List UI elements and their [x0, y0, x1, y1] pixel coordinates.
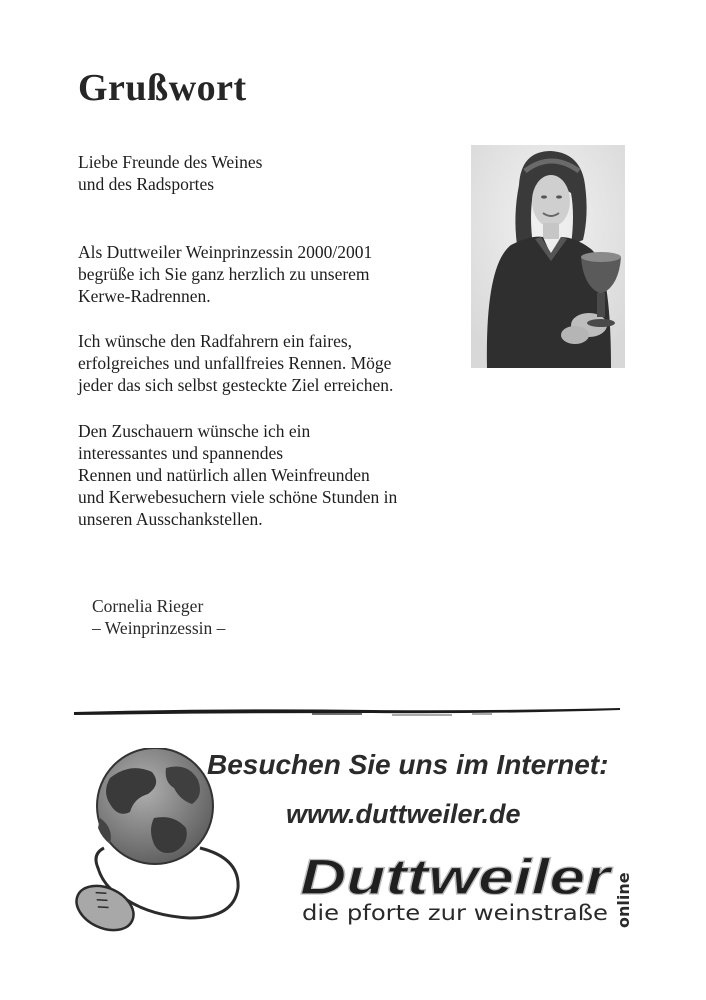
page-title: Grußwort	[78, 67, 247, 109]
website-url[interactable]: www.duttweiler.de	[286, 799, 521, 829]
salutation	[78, 151, 468, 195]
text-line: interessantes und spannendes	[78, 443, 284, 463]
logo-tagline: die pforte zur weinstraße	[302, 901, 608, 925]
advert-heading: Besuchen Sie uns im Internet:	[207, 749, 609, 780]
brush-divider	[72, 700, 622, 720]
portrait-photo	[471, 145, 625, 368]
paragraph-3	[78, 420, 468, 530]
signature	[92, 595, 225, 639]
signature-name: Cornelia Rieger	[92, 596, 204, 616]
text-line: unseren Ausschankstellen.	[78, 509, 263, 529]
text-line: begrüße ich Sie ganz herzlich zu unserem	[78, 264, 370, 284]
salutation-line: und des Radsportes	[78, 174, 215, 194]
logo-side-text: online	[614, 872, 633, 928]
text-line: Rennen und natürlich allen Weinfreunden	[78, 465, 370, 485]
text-line: Kerwe-Radrennen.	[78, 286, 211, 306]
text-line: und Kerwebesuchern viele schöne Stunden in	[78, 487, 398, 507]
duttweiler-online-logo	[296, 846, 636, 932]
salutation-line: Liebe Freunde des Weines	[78, 152, 263, 172]
signature-role: – Weinprinzessin –	[92, 618, 226, 638]
text-line: erfolgreiches und unfallfreies Rennen. Möge	[78, 353, 392, 373]
paragraph-2	[78, 330, 468, 396]
text-line: jeder das sich selbst gesteckte Ziel erreichen.	[78, 375, 394, 395]
logo-main-text: Duttweiler	[300, 849, 614, 905]
text-line: Den Zuschauern wünsche ich ein	[78, 421, 311, 441]
text-line: Ich wünsche den Radfahrern ein faires,	[78, 331, 353, 351]
paragraph-1	[78, 241, 468, 307]
text-line: Als Duttweiler Weinprinzessin 2000/2001	[78, 242, 373, 262]
